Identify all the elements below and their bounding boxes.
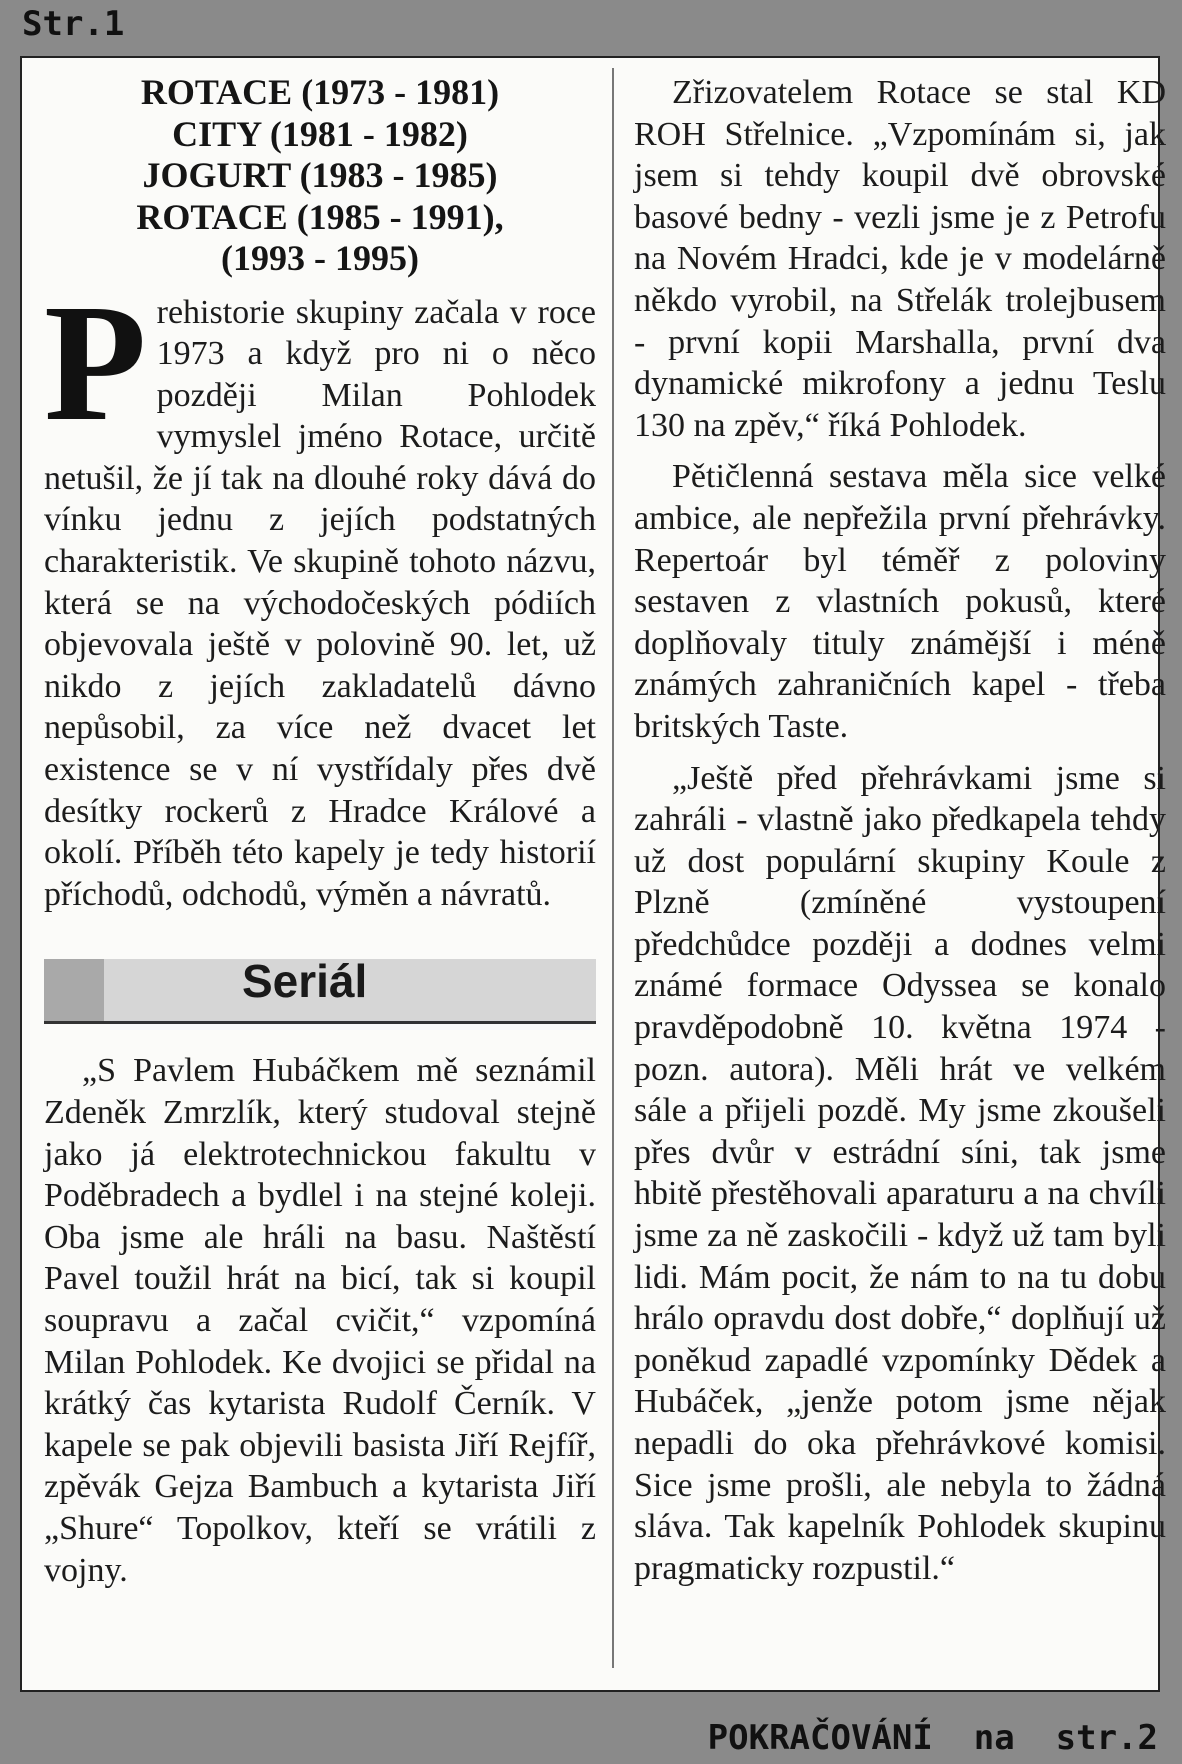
right-column <box>634 72 1166 1589</box>
left-column <box>44 72 596 1591</box>
page-label: Str.1 <box>22 4 125 44</box>
section-banner <box>44 955 596 1024</box>
article-clipping <box>20 56 1166 1692</box>
headline-line: (1993 - 1995) <box>221 238 419 278</box>
section-title: Seriál <box>242 955 368 1008</box>
continuation-label: POKRAČOVÁNÍ na str.2 <box>707 1718 1158 1758</box>
column-divider <box>612 68 614 1668</box>
intro-text: rehistorie skupiny začala v roce 1973 a když pro ni o něco později Milan Pohlodek vymyslel jméno Rotace, určitě netušil, že jí tak na dlouhé roky dává do vínku jednu z jejích podstatných charakteristik. Ve skupině tohoto názvu, která se na východočeských pódiích objevovala ještě v polovině 90. let, už nikdo z jejích zakladatelů dávno nepůsobil, za více než dvacet let existence se v ní vystřídaly přes dvě desítky rockerů z Hradce Králové a okolí. Příběh této kapely je tedy historií příchodů, odchodů, výměn a návratů. <box>44 293 596 913</box>
headline-line: ROTACE (1973 - 1981) <box>140 72 500 112</box>
drop-cap: P <box>44 269 147 456</box>
headline-line: JOGURT (1983 - 1985) <box>142 155 498 195</box>
intro-paragraph <box>44 269 596 916</box>
paragraph: „Ještě před přehrávkami jsme si zahráli - vlastně jako předkapela tehdy už dost populární skupiny Koule z Plzně (zmíněné vystoupení předchůdce později a dodnes velmi známé formace Odyssea se konalo pravděpodobně 10. května 1974 - pozn. autora). Měli hrát ve velkém sále a přijeli pozdě. My jsme zkoušeli přes dvůr v estrádní síni, tak jsme hbitě přestěhovali aparaturu a na chvíli jsme za ně zaskočili - když už tam byli lidi. Mám pocit, že nám to na tu dobu hrálo opravdu dost dobře,“ doplňují už poněkud zapadlé vzpomínky Dědek a Hubáček, „jenže potom jsme nějak nepadli do oka přehrávkové komisi. Sice jsme prošli, ale nebyla to žádná sláva. Tak kapelník Pohlodek skupinu pragmaticky rozpustil.“ <box>634 759 1166 1587</box>
headline-line: ROTACE (1985 - 1991), <box>136 196 504 237</box>
paragraph: Zřizovatelem Rotace se stal KD ROH Střelnice. „Vzpomínám si, jak jsem si tehdy koupil dvě obrovské basové bedny - vezli jsme je z Petrofu na Novém Hradci, kde je v modelárně někdo vyrobil, na Střelák trolejbusem - první kopii Marshalla, první dva dynamické mikrofony a jednu Teslu 130 na zpěv,“ říká Pohlodek. <box>634 74 1166 444</box>
paragraph: „S Pavlem Hubáčkem mě seznámil Zdeněk Zmrzlík, který studoval stejně jako já elektrotechnickou fakultu v Poděbradech a bydlel i na stejné koleji. Oba jsme ale hráli na basu. Naštěstí Pavel toužil hrát na bicí, tak si koupil soupravu a začal cvičit,“ vzpomíná Milan Pohlodek. Ke dvojici se přidal na krátký čas kytarista Rudolf Černík. V kapele se pak objevili basista Jiří Rejfíř, zpěvák Gejza Bambuch a kytarista Jiří „Shure“ Topolkov, kteří se vrátili z vojny. <box>44 1052 596 1589</box>
headline-line: CITY (1981 - 1982) <box>172 113 468 154</box>
headline <box>44 72 596 280</box>
paragraph: Pětičlenná sestava měla sice velké ambice, ale nepřežila první přehrávky. Repertoár byl téměř z poloviny sestaven z vlastních pokusů, které doplňovaly tituly známější i méně známých zahraničních kapel - třeba britských Taste. <box>634 458 1166 745</box>
